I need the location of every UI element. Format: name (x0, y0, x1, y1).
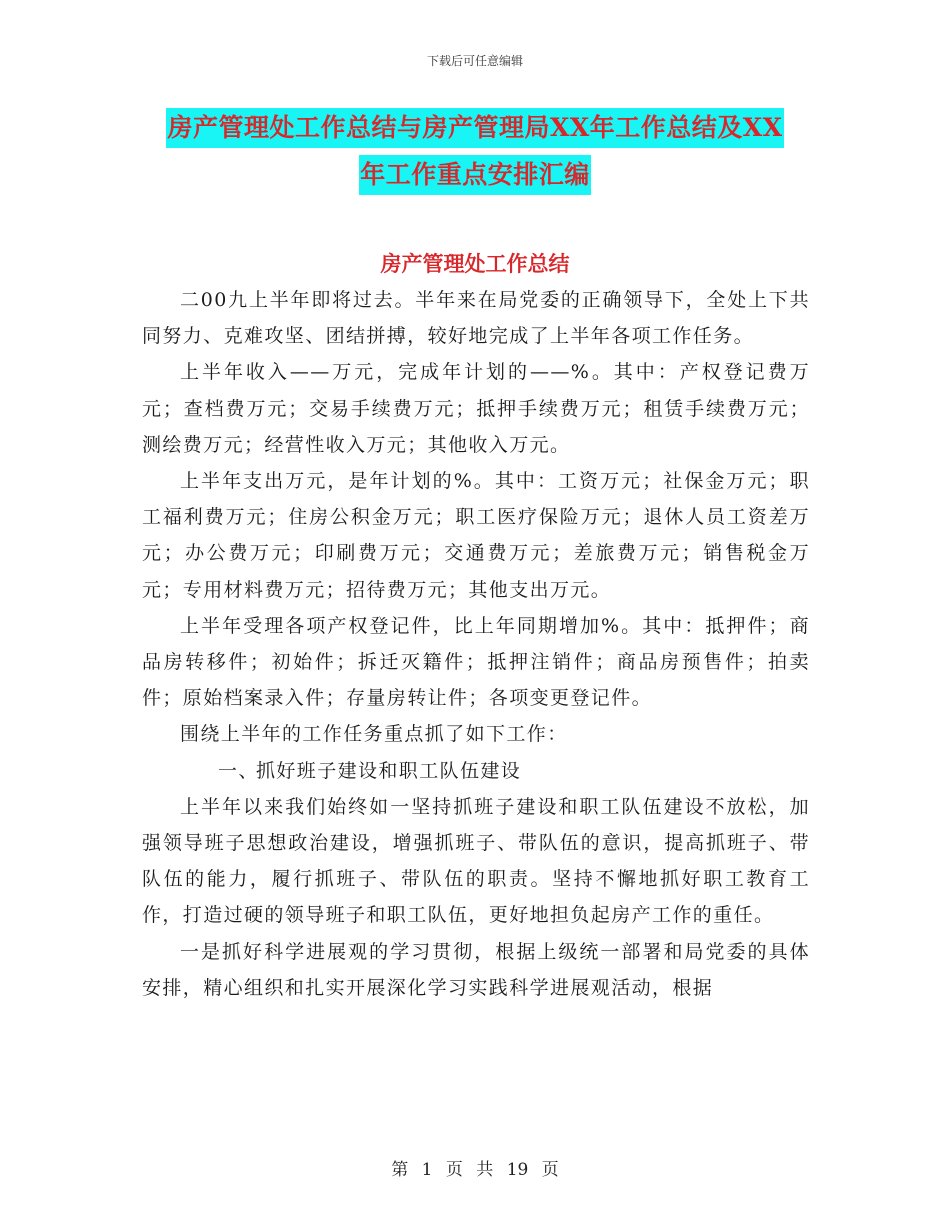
title-line-1: 房产管理处工作总结与房产管理局XX年工作总结及XX (166, 108, 783, 148)
paragraph: 一是抓好科学进展观的学习贯彻，根据上级统一部署和局党委的具体安排，精心组织和扎实开展深化学习实践科学进展观活动，根据 (142, 940, 810, 999)
section-title: 房产管理处工作总结 (380, 251, 570, 276)
document-title (140, 108, 810, 195)
paragraph: 上半年受理各项产权登记件，比上年同期增加%。其中：抵押件；商品房转移件；初始件；拆迁灭籍件；抵押注销件；商品房预售件；拍卖件；原始档案录入件；存量房转让件；各项变更登记件。 (142, 614, 810, 710)
heading-number: 一、 (218, 759, 259, 782)
section-heading-1 (142, 753, 810, 789)
header-note: 下载后可任意编辑 (426, 54, 523, 68)
paragraph: 上半年收入——万元，完成年计划的——%。其中：产权登记费万元；查档费万元；交易手续费万元；抵押手续费万元；租赁手续费万元；测绘费万元；经营性收入万元；其他收入万元。 (142, 361, 810, 456)
paragraph: 上半年以来我们始终如一坚持抓班子建设和职工队伍建设不放松，加强领导班子思想政治建设，增强抓班子、带队伍的意识，提高抓班子、带队伍的能力，履行抓班子、带队伍的职责。坚持不懈地抓好职工教育工作，打造过硬的领导班子和职工队伍，更好地担负起房产工作的重任。 (142, 795, 810, 927)
title-line-2: 年工作重点安排汇编 (359, 155, 591, 195)
paragraph: 二00九上半年即将过去。半年来在局党委的正确领导下，全处上下共同努力、克难攻坚、团结拼搏，较好地完成了上半年各项工作任务。 (142, 289, 810, 348)
heading-text: 抓好班子建设和职工队伍建设 (256, 759, 522, 782)
paragraph: 围绕上半年的工作任务重点抓了如下工作： (180, 723, 568, 746)
paragraph: 上半年支出万元，是年计划的%。其中：工资万元；社保金万元；职工福利费万元；住房公积金万元；职工医疗保险万元；退休人员工资差万元；办公费万元；印刷费万元；交通费万元；差旅费万元；销售税金万元；专用材料费万元；招待费万元；其他支出万元。 (142, 470, 810, 601)
document-body (142, 282, 810, 1006)
page-footer: 第 1 页 共 19 页 (391, 1160, 559, 1180)
